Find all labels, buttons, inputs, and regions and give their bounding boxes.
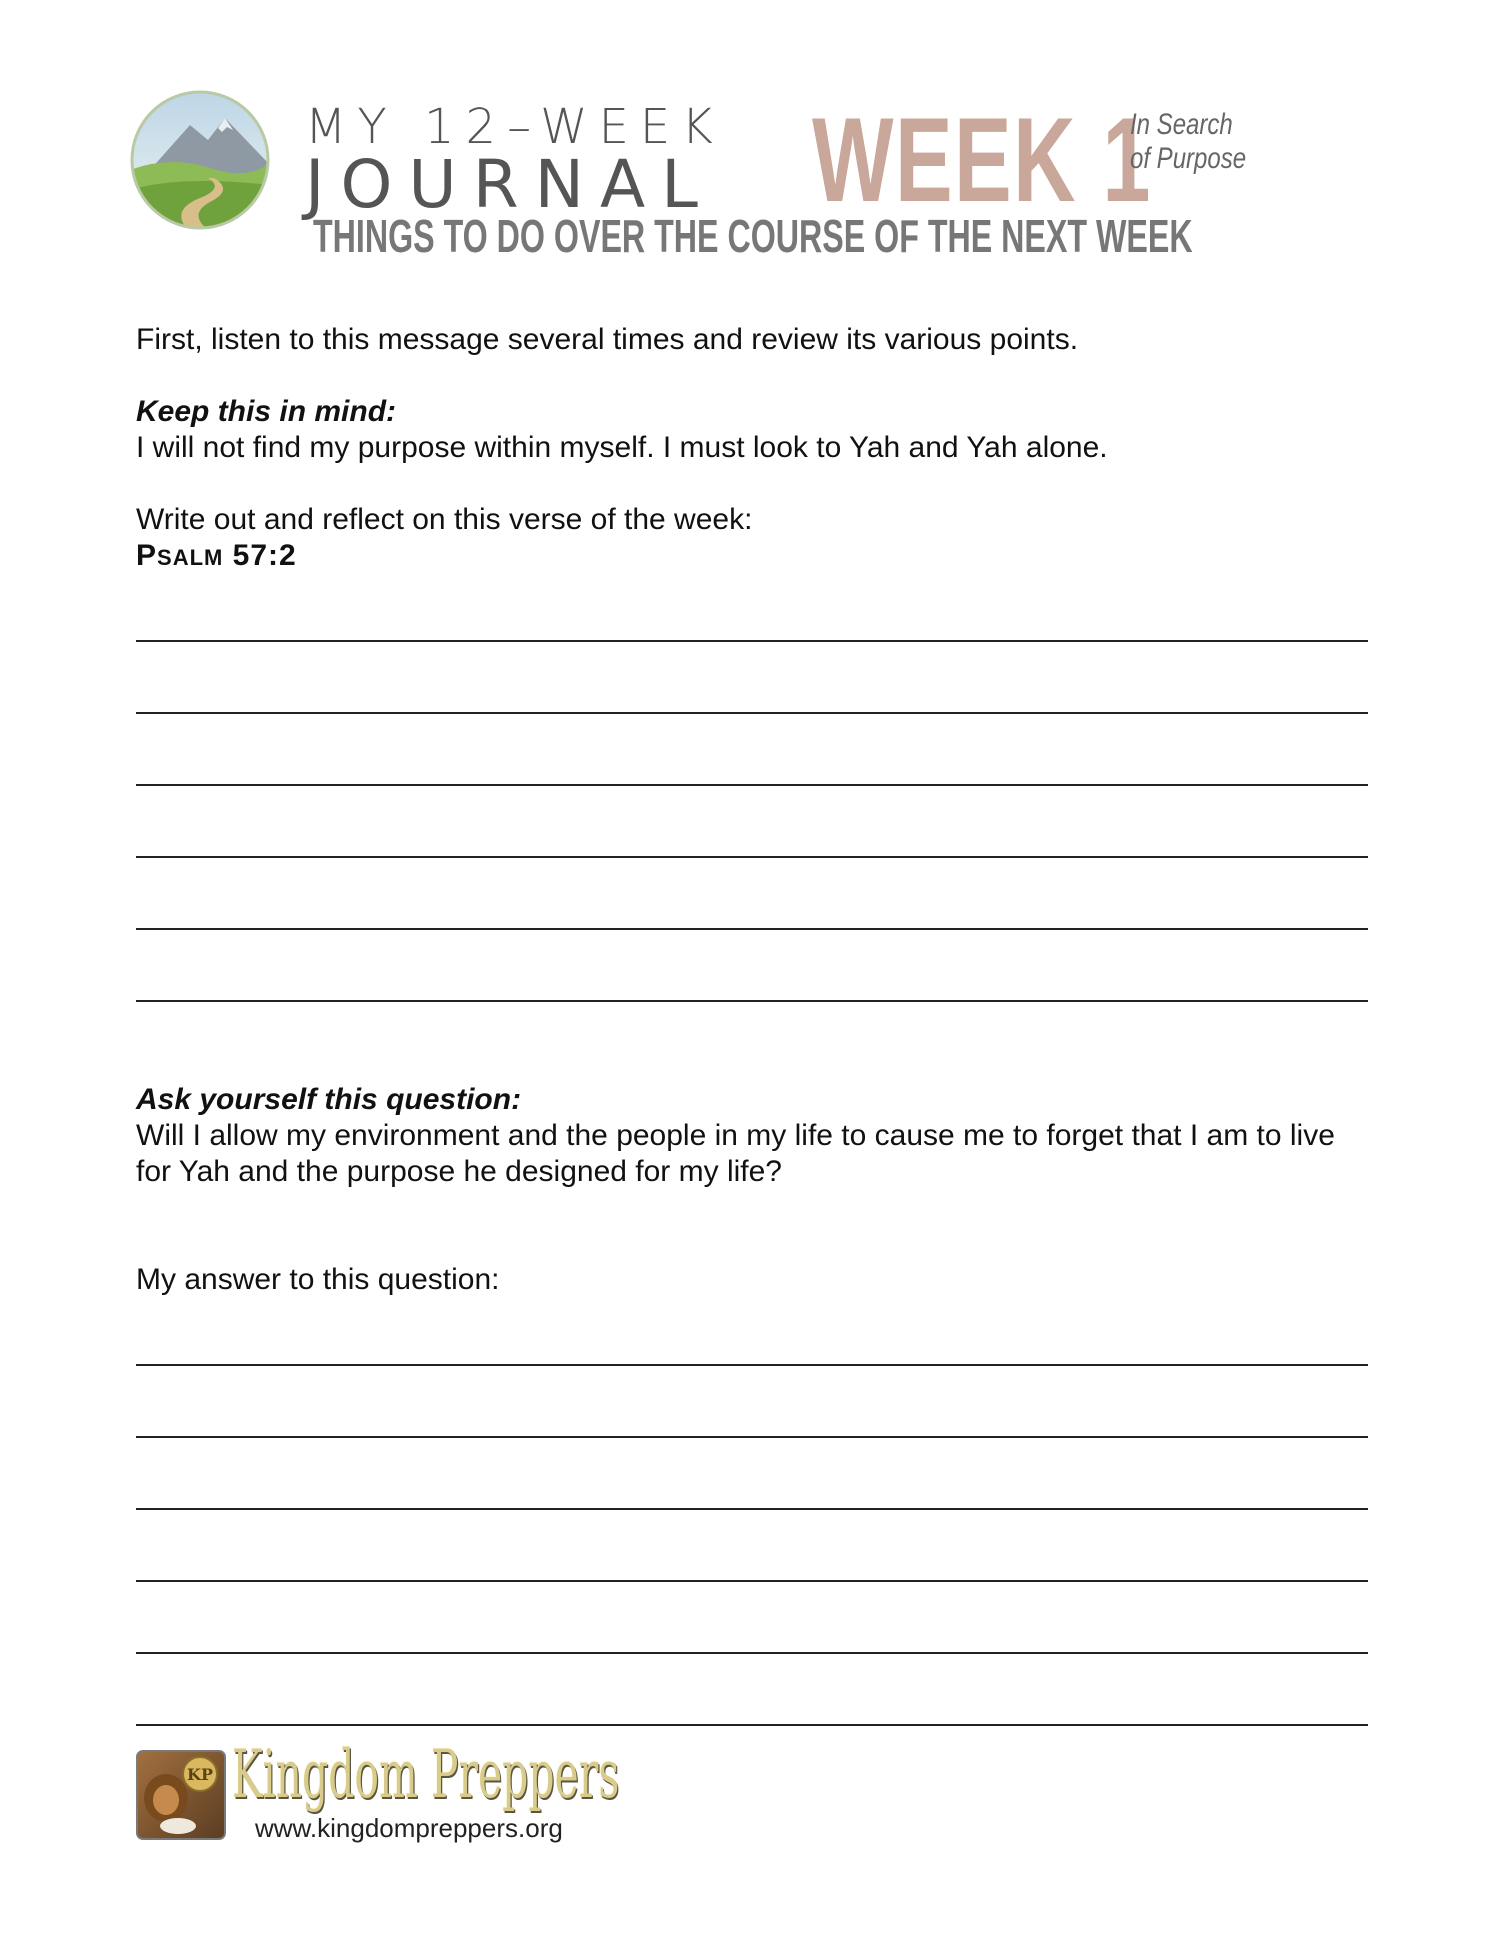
answer-prompt: My answer to this question:	[136, 1263, 500, 1296]
week-theme	[1130, 108, 1246, 176]
answer-writing-line[interactable]	[136, 1364, 1368, 1366]
verse-writing-line[interactable]	[136, 856, 1368, 858]
verse-writing-line[interactable]	[136, 1000, 1368, 1002]
verse-prompt: Write out and reflect on this verse of the week:	[136, 503, 753, 536]
week-number-label: WEEK 1	[812, 93, 1152, 227]
verse-ref-initial: P	[136, 539, 158, 572]
answer-writing-line[interactable]	[136, 1724, 1368, 1726]
journal-title-line2: JOURNAL	[305, 146, 714, 223]
answer-writing-line[interactable]	[136, 1652, 1368, 1654]
page-subtitle: THINGS TO DO OVER THE COURSE OF THE NEXT WEEK	[313, 210, 1193, 262]
verse-writing-line[interactable]	[136, 640, 1368, 642]
verse-writing-line[interactable]	[136, 712, 1368, 714]
verse-writing-line[interactable]	[136, 928, 1368, 930]
badge-text: KP	[187, 1765, 213, 1784]
question-heading: Ask yourself this question:	[136, 1083, 522, 1116]
website-link[interactable]: www.kingdompreppers.org	[255, 1813, 563, 1843]
week-theme-line2: of Purpose	[1130, 142, 1247, 175]
answer-writing-line[interactable]	[136, 1508, 1368, 1510]
intro-text: First, listen to this message several times and review its various points.	[136, 323, 1079, 356]
question-text-line1: Will I allow my environment and the people in my life to cause me to forget that I am to live	[136, 1119, 1335, 1152]
question-text-line2: for Yah and the purpose he designed for my life?	[136, 1155, 782, 1188]
answer-writing-line[interactable]	[136, 1436, 1368, 1438]
brand-name: Kingdom Preppers	[232, 1736, 620, 1813]
journal-title-line1: MY 12–WEEK	[305, 99, 724, 155]
verse-ref-number: 57:2	[223, 539, 297, 572]
lion-lamb-badge-icon	[136, 1750, 226, 1840]
verse-writing-line[interactable]	[136, 784, 1368, 786]
verse-reference	[136, 538, 297, 576]
mountain-landscape-logo-icon	[130, 90, 270, 230]
keep-in-mind-heading: Keep this in mind:	[136, 395, 397, 428]
week-theme-line1: In Search	[1130, 108, 1233, 141]
answer-writing-line[interactable]	[136, 1580, 1368, 1582]
keep-in-mind-text: I will not find my purpose within myself. I must look to Yah and Yah alone.	[136, 431, 1108, 464]
verse-ref-smallcaps: SALM	[157, 545, 224, 570]
